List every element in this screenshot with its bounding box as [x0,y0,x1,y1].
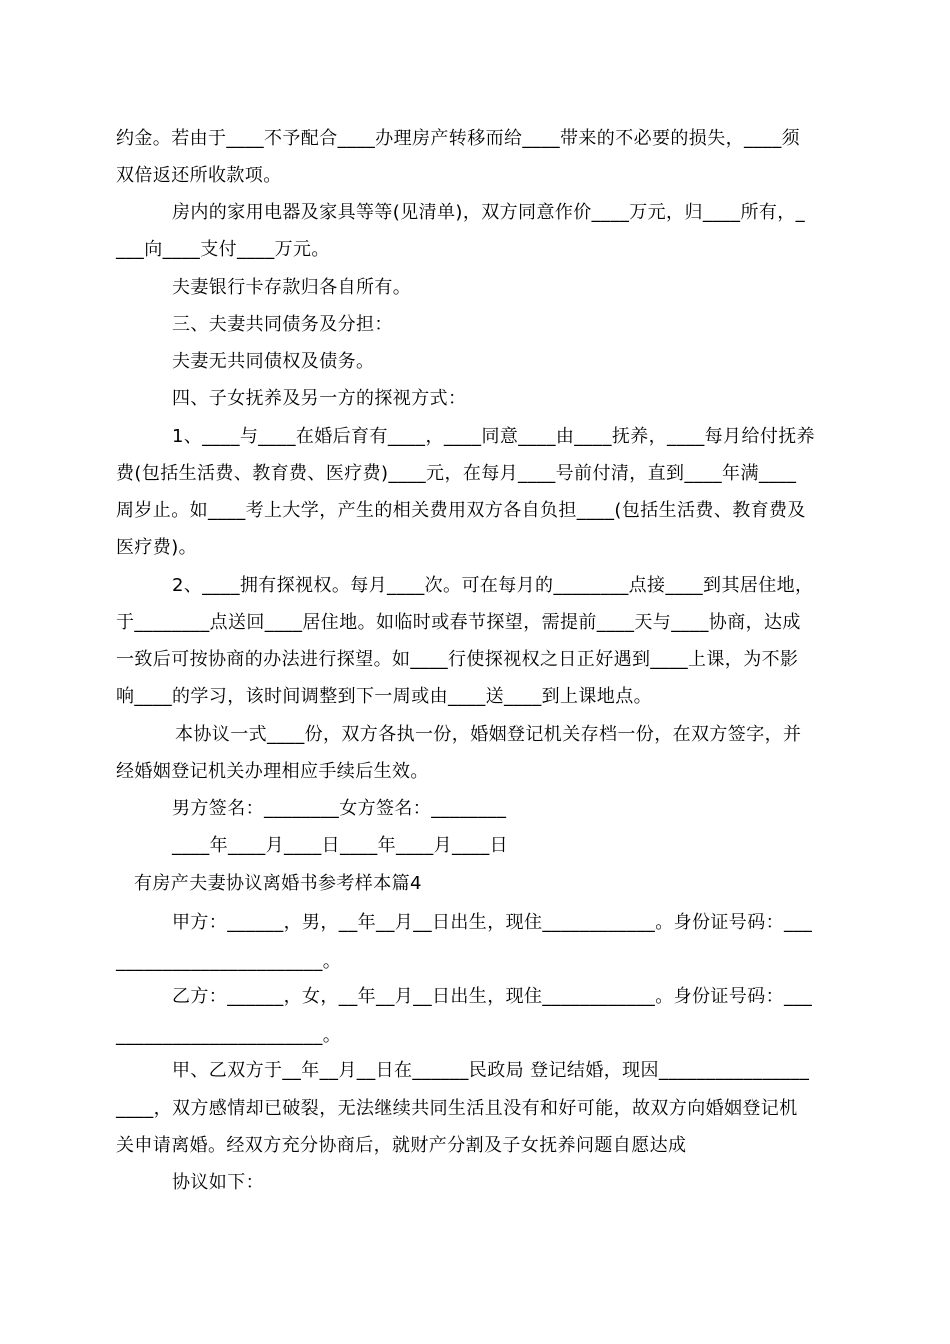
paragraph-line: 周岁止。如____考上大学，产生的相关费用双方各自负担____(包括生活费、教育费及 [116,500,806,521]
paragraph-line: ____，双方感情却已破裂，无法继续共同生活且没有和好可能，故双方向婚姻登记机 [116,1098,798,1119]
paragraph-line: 2、____拥有探视权。每月____次。可在每月的________点接____到其居住地， [172,575,814,596]
paragraph-line: 一致后可按协商的办法进行探望。如____行使探视权之日正好遇到____上课，为不影 [116,649,799,670]
party-a-id-line: ______________________。 [116,951,342,972]
section-heading: 三、夫妻共同债务及分担： [172,314,393,335]
paragraph-line: 关申请离婚。经双方充分协商后，就财产分割及子女抚养问题自愿达成 [116,1135,687,1156]
party-b-id-line: ______________________。 [116,1025,342,1046]
paragraph-line: 经婚姻登记机关办理相应手续后生效。 [116,761,429,782]
paragraph-line: 约金。若由于____不予配合____办理房产转移而给____带来的不必要的损失，____须 [116,128,800,149]
party-b-line: 乙方：______，女，__年__月__日出生，现住____________。身份证号码：___ [172,986,813,1007]
paragraph-line: 甲、乙双方于__年__月__日在______民政局 登记结婚，现因________________ [172,1060,810,1081]
paragraph-line: ___向____支付____万元。 [116,239,330,260]
paragraph-line: 响____的学习，该时间调整到下一周或由____送____到上课地点。 [116,686,652,707]
date-line: ____年____月____日____年____月____日 [172,835,508,856]
paragraph-line: 本协议一式____份，双方各执一份，婚姻登记机关存档一份，在双方签字，并 [175,724,802,745]
section-heading: 四、子女抚养及另一方的探视方式： [172,388,467,409]
paragraph-line: 夫妻银行卡存款归各自所有。 [172,277,412,298]
paragraph-line: 1、____与____在婚后育有____，____同意____由____抚养，____每月给付抚养 [172,426,816,447]
paragraph-line: 双倍返还所收款项。 [116,165,282,186]
signature-line: 男方签名：________女方签名：________ [172,798,507,819]
article-title: 有房产夫妻协议离婚书参考样本篇4 [134,873,422,894]
paragraph-line: 于________点送回____居住地。如临时或春节探望，需提前____天与____协商，达成 [116,612,801,633]
paragraph-line: 夫妻无共同债权及债务。 [172,351,375,372]
paragraph-line: 医疗费)。 [116,537,198,558]
paragraph-line: 协议如下： [172,1172,264,1193]
party-a-line: 甲方：______，男，__年__月__日出生，现住____________。身份证号码：___ [172,912,813,933]
paragraph-line: 费(包括生活费、教育费、医疗费)____元，在每月____号前付清，直到____年满____ [116,463,797,484]
paragraph-line: 房内的家用电器及家具等等(见清单)，双方同意作价____万元，归____所有，_ [172,202,806,223]
